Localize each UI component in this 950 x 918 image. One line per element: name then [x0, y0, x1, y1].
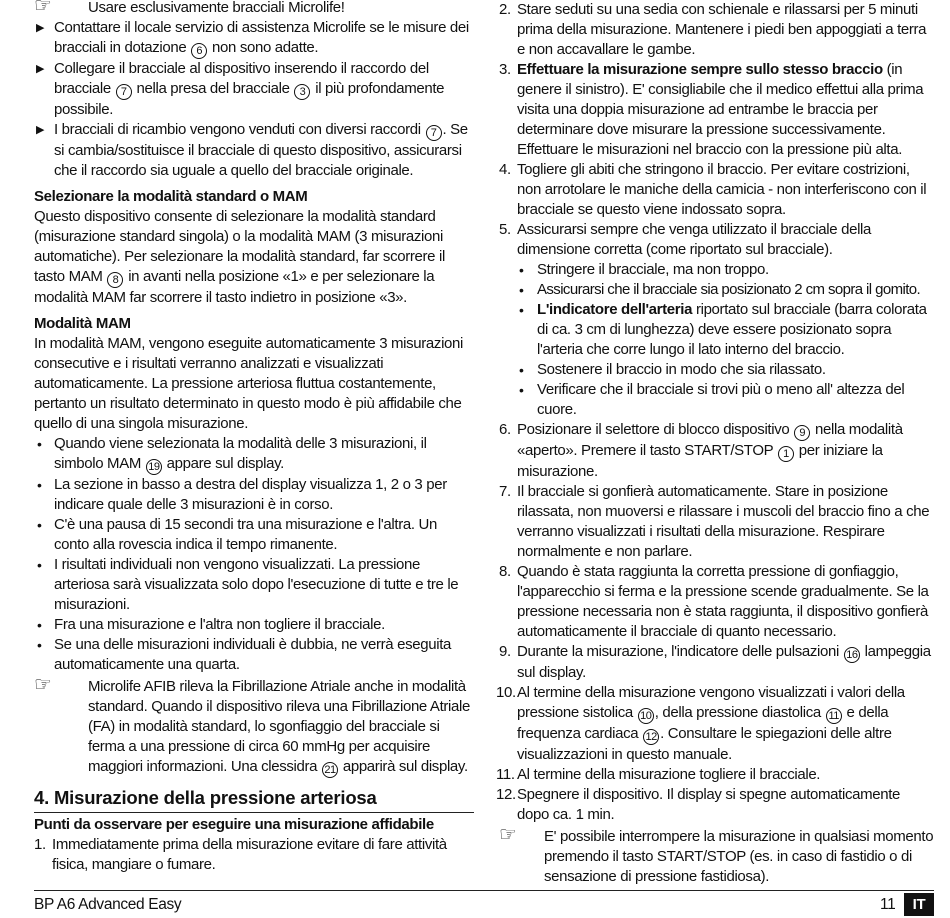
reference-number: 8 [107, 272, 123, 288]
pointing-hand-icon: ☞ [34, 0, 52, 17]
triangle-right-icon: ▶ [36, 124, 45, 136]
step-item: 2. Stare seduti su una sedia con schienale e rilassarsi per 5 minuti prima della misurazione. Mantenere i piedi ben appoggiati a terra e non accavallare le gambe. [499, 1, 927, 58]
reference-number: 7 [116, 84, 132, 100]
triangle-right-icon: ▶ [36, 22, 45, 34]
step-item: 7. Il bracciale si gonfierà automaticamente. Stare in posizione rilassata, non muoversi e rilassare i muscoli del braccio fino a che verranno visualizzati i risultati della misurazione. Respirare normalmente e non parlare. [499, 483, 930, 560]
step-item: 12. Spegnere il dispositivo. Il display si spegne automaticamente dopo ca. 1 min. [496, 786, 901, 823]
step-item: 5. Assicurarsi sempre che venga utilizzato il bracciale della dimensione corretta (come riportato sul bracciale). [499, 221, 872, 258]
bullet-dot-icon: • [519, 302, 524, 318]
list-item: • I risultati individuali non vengono visualizzati. La pressione arteriosa sarà visualizzata solo dopo l'esecuzione di tutte e tre le misurazioni. [37, 556, 459, 613]
tip-microlife-only: ☞ Usare esclusivamente bracciali Microlife! [34, 0, 474, 18]
page-number: 11 [880, 896, 896, 913]
bullet-dot-icon: • [37, 617, 42, 633]
reference-number: 12 [643, 729, 659, 745]
arrow-item: ▶ I bracciali di ricambio vengono venduti con diversi raccordi 7 . Se si cambia/sostituisce il bracciale di questo dispositivo, assicurarsi che il raccordo sia uguale a quello del bracciale originale. [36, 121, 468, 179]
list-item: • Verificare che il bracciale si trovi più o meno all' altezza del cuore. [519, 381, 905, 418]
bullet-dot-icon: • [37, 557, 42, 573]
step-item: 3. Effettuare la misurazione sempre sullo stesso braccio (in genere il sinistro). E' consigliabile che il medico effettui alla prima visita una doppia misurazione ad entrambe le braccia per determinare dove misurare la pressione successivamente. Effettuare le misurazioni nel braccio con la pressione più alta. [499, 61, 924, 158]
section-title-standard-mode: Selezionare la modalità standard o MAM [34, 188, 308, 205]
step-item: 4. Togliere gli abiti che stringono il braccio. Per evitare costrizioni, non arrotolare le maniche della camicia - non interferiscono con il bracciale se questo viene indossato sopra. [499, 161, 927, 218]
paragraph-mam: In modalità MAM, vengono eseguite automaticamente 3 misurazioni consecutive e i risultati verranno analizzati e visualizzati automaticamente. La pressione arteriosa fluttua costantemente, pertanto un risultato determinato in questo modo è più affidabile che quello di una singola misurazione. [34, 335, 464, 432]
reference-number: 1 [778, 446, 794, 462]
language-badge: IT [904, 893, 934, 916]
footer-product-name: BP A6 Advanced Easy [34, 896, 182, 913]
reference-number: 3 [294, 84, 310, 100]
reference-number: 21 [322, 762, 338, 778]
reference-number: 9 [794, 425, 810, 441]
paragraph-standard-mode: Questo dispositivo consente di selezionare la modalità standard (misurazione standard singola) o la modalità MAM (3 misurazioni automatiche). Per selezionare la modalità standard, far scorrere il tasto MAM 8 in avanti nella posizione «1» e per selezionare la modalità MAM far scorrere il tasto indietro in posizione «3». [34, 208, 445, 306]
footer-divider [34, 890, 934, 891]
reference-number: 10 [638, 708, 654, 724]
bullet-dot-icon: • [37, 477, 42, 493]
list-item: • C'è una pausa di 15 secondi tra una misurazione e l'altra. Un conto alla rovescia indica il tempo rimanente. [37, 516, 437, 553]
bullet-dot-icon: • [519, 262, 524, 278]
list-item: • Fra una misurazione e l'altra non togliere il bracciale. [37, 616, 385, 633]
list-item: • Sostenere il braccio in modo che sia rilassato. [519, 361, 826, 378]
list-item: • Se una delle misurazioni individuali è dubbia, ne verrà eseguita automaticamente una quarta. [37, 636, 452, 673]
tip-afib: ☞ Microlife AFIB rileva la Fibrillazione Atriale anche in modalità standard. Quando il dispositivo rileva una Fibrillazione Atriale (FA) in modalità standard, lo sgonfiaggio del bracciale si ferma a una pressione di circa 60 mmHg per acquisire maggiori informazioni. Una clessidra 21 apparirà sul display. [34, 674, 470, 776]
arrow-item: ▶ Collegare il bracciale al dispositivo inserendo il raccordo del bracciale 7 nella presa del bracciale 3 il più profondamente possibile. [36, 60, 445, 118]
reference-number: 7 [426, 125, 442, 141]
step-item: 9. Durante la misurazione, l'indicatore delle pulsazioni 16 lampeggia sul display. [499, 643, 931, 681]
list-item: • Stringere il bracciale, ma non troppo. [519, 261, 769, 278]
step-item: 8. Quando è stata raggiunta la corretta pressione di gonfiaggio, l'apparecchio si ferma e la pressione scende gradualmente. Se la pressione necessaria non è stata raggiunta, il dispositivo gonfierà automaticamente il bracciale di quanto necessario. [499, 563, 929, 640]
arrow-item: ▶ Contattare il locale servizio di assistenza Microlife se le misure dei bracciali in dotazione 6 non sono adatte. [36, 19, 469, 57]
chapter-title: 4. Misurazione della pressione arteriosa [34, 786, 474, 813]
bullet-dot-icon: • [519, 362, 524, 378]
reference-number: 19 [146, 459, 162, 475]
section-title-mam: Modalità MAM [34, 315, 131, 332]
step-item: 6. Posizionare il selettore di blocco dispositivo 9 nella modalità «aperto». Premere il tasto START/STOP 1 per iniziare la misurazione. [499, 421, 903, 480]
bullet-dot-icon: • [519, 382, 524, 398]
list-item: • La sezione in basso a destra del display visualizza 1, 2 o 3 per indicare quale delle 3 misurazioni è in corso. [37, 476, 447, 513]
reference-number: 16 [844, 647, 860, 663]
triangle-right-icon: ▶ [36, 63, 45, 75]
left-column [34, 0, 474, 875]
tip-interrupt: ☞ E' possibile interrompere la misurazione in qualsiasi momento premendo il tasto START/STOP (es. in caso di fastidio o di sensazione di pressione fastidiosa). [499, 824, 934, 885]
bullet-dot-icon: • [37, 637, 42, 653]
step-item: 11. Al termine della misurazione togliere il bracciale. [496, 766, 821, 783]
bullet-dot-icon: • [37, 436, 42, 452]
reference-number: 6 [191, 43, 207, 59]
bullet-dot-icon: • [37, 517, 42, 533]
list-item: • L'indicatore dell'arteria riportato sul bracciale (barra colorata di ca. 3 cm di lunghezza) deve essere posizionato sopra l'arteria che corre lungo il lato interno del braccio. [519, 301, 927, 358]
list-item: • Assicurarsi che il bracciale sia posizionato 2 cm sopra il gomito. [519, 281, 921, 298]
pointing-hand-icon: ☞ [499, 824, 517, 846]
step-item: 10. Al termine della misurazione vengono visualizzati i valori della pressione sistolica 10 , della pressione diastolica 11 e della frequenza cardiaca 12 . Consultare le spiegazioni delle altre visualizzazioni in questo manuale. [496, 684, 905, 763]
step-item: 1. Immediatamente prima della misurazione evitare di fare attività fisica, mangiare o fumare. [34, 836, 447, 873]
bullet-dot-icon: • [519, 282, 524, 298]
right-column [496, 0, 934, 887]
section-title-points: Punti da osservare per eseguire una misurazione affidabile [34, 816, 434, 833]
list-item: • Quando viene selezionata la modalità delle 3 misurazioni, il simbolo MAM 19 appare sul display. [37, 435, 427, 473]
reference-number: 11 [826, 708, 842, 724]
pointing-hand-icon: ☞ [34, 674, 52, 696]
